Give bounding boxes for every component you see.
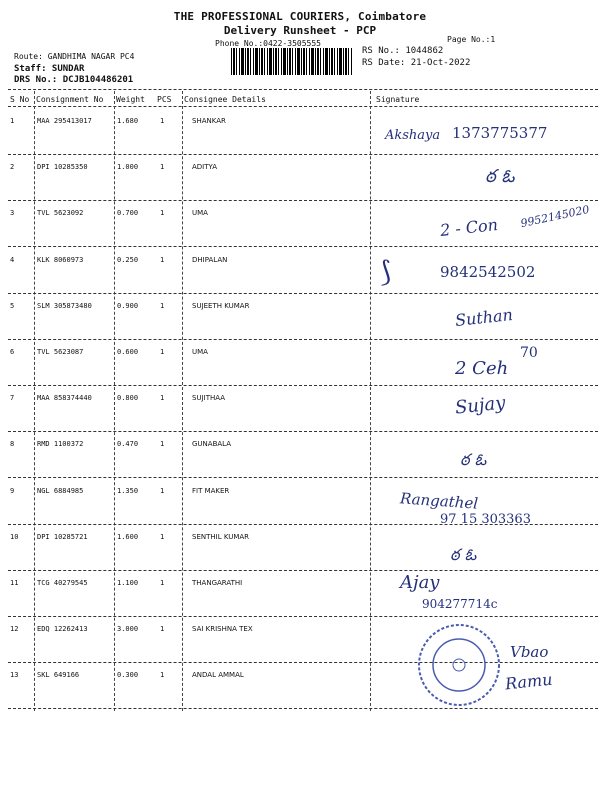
row-divider: [8, 662, 598, 663]
row-consignee: SHANKAR: [192, 117, 226, 125]
signature-r7: Sujay: [454, 392, 507, 419]
row-pcs: 1: [160, 487, 165, 495]
row-consignee: DHIPALAN: [192, 256, 228, 264]
barcode-image: [231, 48, 353, 75]
row-consignee: SENTHIL KUMAR: [192, 533, 250, 541]
row-sno: 4: [10, 256, 15, 264]
row-weight: 0.800: [117, 394, 139, 402]
signature-r8: ఠ ఓ: [460, 450, 487, 469]
row-divider: [8, 477, 598, 478]
row-sno: 13: [10, 671, 19, 679]
col-header-consignee: Consignee Details: [184, 95, 266, 104]
signature-r6-num: 70: [520, 345, 538, 361]
row-weight: 1.100: [117, 579, 139, 587]
row-consignment-number: DPI 10285721: [37, 533, 88, 541]
row-divider: [8, 200, 598, 201]
row-consignee: UMA: [192, 348, 208, 356]
divider: [8, 106, 598, 107]
row-sno: 12: [10, 625, 19, 633]
row-consignment-number: KLK 8060973: [37, 256, 84, 264]
row-pcs: 1: [160, 625, 165, 633]
row-weight: 1.350: [117, 487, 139, 495]
row-pcs: 1: [160, 533, 165, 541]
column-divider: [114, 91, 115, 711]
row-divider: [8, 385, 598, 386]
drs-number: DRS No.: DCJB104486201: [14, 75, 134, 85]
col-header-signature: Signature: [376, 95, 420, 104]
row-consignment-number: TVL 5623092: [37, 209, 84, 217]
row-consignee: ANDAL AMMAL: [192, 671, 244, 679]
row-consignee: SUJEETH KUMAR: [192, 302, 250, 310]
row-divider: [8, 339, 598, 340]
row-consignee: SUJITHAA: [192, 394, 226, 402]
row-consignment-number: SLM 305873480: [37, 302, 92, 310]
row-sno: 2: [10, 163, 15, 171]
row-pcs: 1: [160, 256, 165, 264]
row-weight: 0.900: [117, 302, 139, 310]
row-consignee: ADITYA: [192, 163, 218, 171]
row-sno: 7: [10, 394, 15, 402]
signature-r12: Vbao: [510, 643, 549, 661]
col-header-pcs: PCS: [157, 95, 172, 104]
row-divider: [8, 616, 598, 617]
row-consignment-number: RMD 1100372: [37, 440, 84, 448]
row-pcs: 1: [160, 394, 165, 402]
page-subtitle: Delivery Runsheet - PCP: [223, 24, 377, 37]
row-consignee: FIT MAKER: [192, 487, 230, 495]
signature-r3: 2 - Con: [439, 215, 499, 240]
row-weight: 1.600: [117, 533, 139, 541]
row-divider: [8, 293, 598, 294]
row-consignment-number: EDQ 12262413: [37, 625, 88, 633]
rs-number: RS No.: 1044862: [362, 46, 444, 56]
row-sno: 10: [10, 533, 19, 541]
row-pcs: 1: [160, 163, 165, 171]
row-weight: 3.000: [117, 625, 139, 633]
row-sno: 9: [10, 487, 15, 495]
row-consignment-number: DPI 10285350: [37, 163, 88, 171]
row-sno: 3: [10, 209, 15, 217]
column-divider: [370, 91, 371, 711]
row-pcs: 1: [160, 440, 165, 448]
signature-r9: Rangathel: [399, 489, 479, 513]
row-weight: 1.680: [117, 117, 139, 125]
row-weight: 0.700: [117, 209, 139, 217]
row-pcs: 1: [160, 209, 165, 217]
row-sno: 6: [10, 348, 15, 356]
signature-r3-phone: 9952145020: [519, 202, 591, 231]
row-weight: 0.470: [117, 440, 139, 448]
row-weight: 0.250: [117, 256, 139, 264]
row-consignment-number: SKL 649166: [37, 671, 80, 679]
signature-r2: ఠ ఓ: [485, 166, 515, 187]
row-consignee: THANGARATHI: [192, 579, 243, 587]
row-pcs: 1: [160, 579, 165, 587]
row-consignee: SAI KRISHNA TEX: [192, 625, 253, 633]
page-title: THE PROFESSIONAL COURIERS, Coimbatore: [173, 10, 427, 23]
column-divider: [182, 91, 183, 711]
row-pcs: 1: [160, 117, 165, 125]
signature-r4-phone: 9842542502: [440, 263, 536, 281]
col-header-consignment: Consignment No: [36, 95, 104, 104]
company-stamp: [414, 620, 504, 710]
row-sno: 5: [10, 302, 15, 310]
signature-r11-phone: 904277714c: [422, 597, 498, 611]
row-divider: [8, 431, 598, 432]
row-consignment-number: MAA 858374440: [37, 394, 92, 402]
row-divider: [8, 154, 598, 155]
row-divider: [8, 708, 598, 709]
signature-r9-phone: 97 15 303363: [440, 512, 531, 527]
staff-info: Staff: SUNDAR: [14, 64, 85, 74]
col-header-weight: Weight: [116, 95, 145, 104]
row-consignment-number: TVL 5623087: [37, 348, 84, 356]
row-consignee: UMA: [192, 209, 208, 217]
page-number: Page No.:1: [447, 35, 496, 44]
column-divider: [34, 91, 35, 711]
row-consignment-number: MAA 295413017: [37, 117, 92, 125]
divider: [8, 89, 598, 90]
signature-r5: Suthan: [454, 305, 514, 330]
row-divider: [8, 570, 598, 571]
col-header-sno: S No: [10, 95, 30, 104]
row-weight: 0.600: [117, 348, 139, 356]
row-pcs: 1: [160, 348, 165, 356]
signature-r11: Ajay: [400, 572, 440, 593]
row-consignee: GUNABALA: [192, 440, 232, 448]
signature-r6: 2 Ceh: [455, 358, 509, 379]
row-divider: [8, 246, 598, 247]
row-weight: 0.300: [117, 671, 139, 679]
row-sno: 8: [10, 440, 15, 448]
row-pcs: 1: [160, 671, 165, 679]
row-weight: 1.000: [117, 163, 139, 171]
route-info: Route: GANDHIMA NAGAR PC4: [14, 52, 135, 61]
row-sno: 1: [10, 117, 15, 125]
signature-r4-mark: ⟆: [380, 255, 391, 288]
phone-number: Phone No.:0422-3505555: [215, 39, 321, 48]
signature-r13: Ramu: [504, 669, 554, 694]
row-sno: 11: [10, 579, 19, 587]
signature-r1: Akshaya: [385, 128, 441, 143]
signature-r1-phone: 1373775377: [452, 124, 548, 142]
row-consignment-number: TCG 40279545: [37, 579, 88, 587]
signature-r10: ఠ ఓ: [450, 545, 477, 564]
rs-date: RS Date: 21-Oct-2022: [362, 58, 471, 68]
row-pcs: 1: [160, 302, 165, 310]
row-consignment-number: NGL 6884985: [37, 487, 84, 495]
